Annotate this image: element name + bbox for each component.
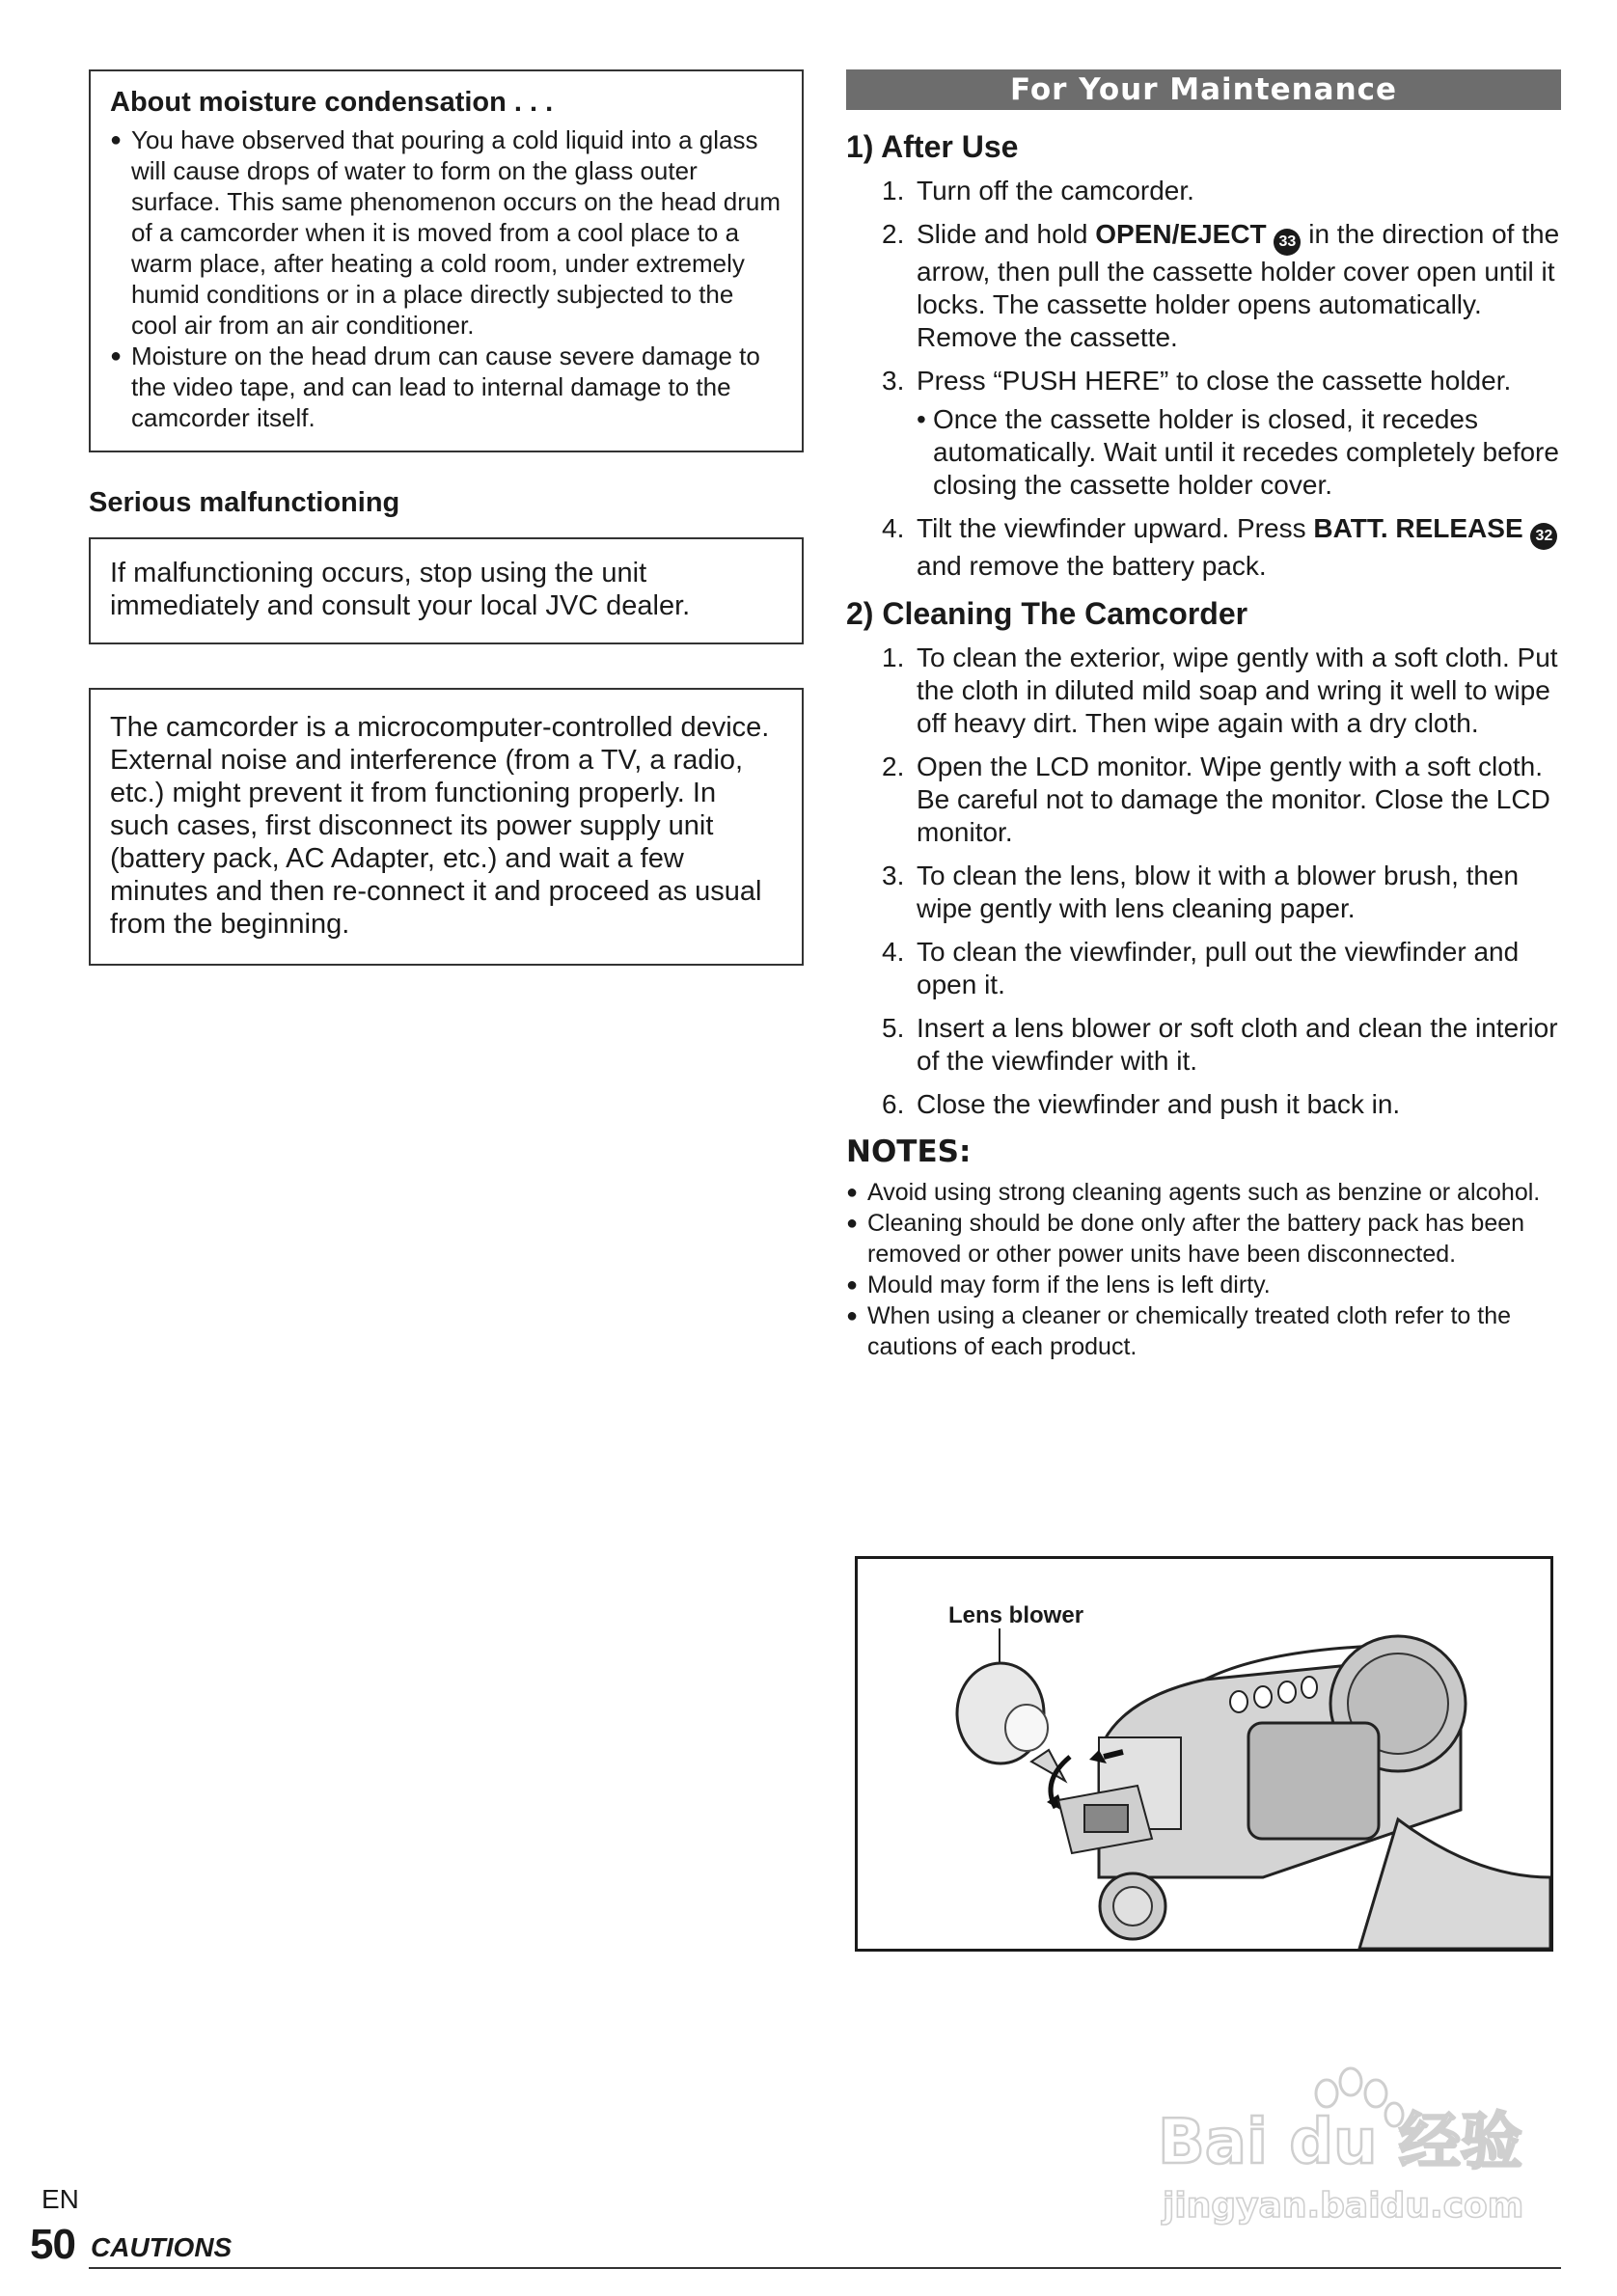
moisture-bullets [110, 124, 782, 433]
list-item [882, 751, 1565, 849]
list-item [882, 175, 1565, 207]
malfunction-text: If malfunctioning occurs, stop using the unit immediately and consult your local JVC dealer. [110, 558, 691, 621]
malfunction-heading: Serious malfunctioning [89, 487, 400, 518]
list-item: ● Avoid using strong cleaning agents such as benzine or alcohol. [846, 1177, 1565, 1208]
step-text: Close the viewfinder and push it back in. [917, 1089, 1401, 1119]
step-number: 1. [882, 642, 905, 672]
list-item [882, 512, 1565, 583]
step-text-part: and remove the battery pack. [917, 551, 1267, 581]
step-text: Turn off the camcorder. [917, 176, 1194, 205]
step-text-part: Slide and hold [917, 219, 1096, 249]
notes-list [846, 1177, 1565, 1362]
step-number: 2. [882, 752, 905, 781]
list-item: ● Mould may form if the lens is left dirty. [846, 1270, 1565, 1300]
lens-blower-icon [957, 1663, 1065, 1781]
step-number: 3. [882, 861, 905, 890]
watermark-url: jingyan.baidu.com [1163, 2186, 1524, 2226]
step-text: To clean the viewfinder, pull out the viewfinder and open it. [917, 937, 1520, 999]
step-text: To clean the lens, blow it with a blower brush, then wipe gently with lens cleaning paper. [917, 861, 1520, 923]
callout-33-icon: 33 [1274, 229, 1301, 256]
list-item: ● You have observed that pouring a cold liquid into a glass will cause drops of water to form on the glass outer surface. This same phenomenon occurs on the head drum of a camcorder when it is moved from a cool place to a warm place, after heating a cold room, under extremely humid conditions or in a place directly subjected to the cool air from an air conditioner. [110, 124, 782, 341]
step-number: 3. [882, 366, 905, 396]
lens-blower-figure [855, 1556, 1553, 1952]
footer-divider [89, 2267, 1561, 2269]
microcomputer-text: The camcorder is a microcomputer-controlled device. External noise and interference (from a TV, a radio, etc.) might prevent it from functioning properly. In such cases, first disconnect its power supply unit (battery pack, AC Adapter, etc.) and wait a few minutes and then re-connect it and proceed as usual from the beginning. [110, 712, 770, 940]
camcorder-icon [1058, 1636, 1550, 1949]
moisture-box [89, 69, 804, 452]
list-item [882, 1088, 1565, 1121]
step-text [917, 218, 1565, 354]
page-number: 50 [30, 2221, 75, 2268]
list-item [882, 365, 1565, 502]
list-item: ● Moisture on the head drum can cause severe damage to the video tape, and can lead to internal damage to the camcorder itself. [110, 341, 782, 433]
list-item [882, 1012, 1565, 1078]
moisture-title: About moisture condensation . . . [110, 87, 554, 118]
step-number: 5. [882, 1013, 905, 1043]
microcomputer-box [89, 688, 804, 966]
step-number: 1. [882, 176, 905, 205]
list-item: ● Cleaning should be done only after the battery pack has been removed or other power units have been disconnected. [846, 1208, 1565, 1270]
step-text: To clean the exterior, wipe gently with a soft cloth. Put the cloth in diluted mild soap and wring it well to wipe off heavy dirt. Then wipe again with a dry cloth. [917, 642, 1558, 738]
malfunction-box [89, 537, 804, 644]
step-number: 4. [882, 513, 905, 543]
after-use-steps [882, 175, 1565, 583]
notes-title: NOTES: [846, 1134, 972, 1169]
cleaning-steps [882, 642, 1565, 1121]
step-text-part: Tilt the viewfinder upward. Press [917, 513, 1314, 543]
step-sub-note: • Once the cassette holder is closed, it recedes automatically. Wait until it recedes completely before closing the cassette holder cover. [917, 403, 1565, 502]
step-number: 2. [882, 219, 905, 249]
list-item [882, 936, 1565, 1001]
step-text [917, 365, 1565, 502]
open-eject-label: OPEN/EJECT [1095, 219, 1267, 249]
list-item [882, 218, 1565, 354]
after-use-title: 1) After Use [846, 129, 1019, 164]
maintenance-header: For Your Maintenance [846, 69, 1561, 110]
baidu-watermark [1158, 2055, 1544, 2238]
maintenance-content [846, 123, 1565, 1362]
list-item [882, 642, 1565, 740]
cleaning-title: 2) Cleaning The Camcorder [846, 596, 1248, 631]
step-text [917, 512, 1565, 583]
watermark-brand: Bai du 经验 [1158, 2107, 1522, 2178]
step-text: Open the LCD monitor. Wipe gently with a soft cloth. Be careful not to damage the monitor. Close the LCD monitor. [917, 752, 1550, 847]
step-text-part: Press “PUSH HERE” to close the cassette holder. [917, 366, 1512, 396]
camcorder-illustration [858, 1559, 1550, 1949]
step-text-part: in the direction of the arrow, then pull the cassette holder cover open until it locks. The cassette holder opens automatically. Remove the cassette. [917, 219, 1560, 352]
list-item: ● When using a cleaner or chemically treated cloth refer to the cautions of each product. [846, 1300, 1565, 1362]
step-number: 4. [882, 937, 905, 967]
figure-label: Lens blower [948, 1602, 1084, 1628]
list-item [882, 860, 1565, 925]
step-number: 6. [882, 1089, 905, 1119]
callout-32-icon: 32 [1530, 523, 1557, 550]
batt-release-label: BATT. RELEASE [1313, 513, 1523, 543]
footer-section: CAUTIONS [91, 2232, 233, 2262]
footer-language: EN [41, 2184, 79, 2214]
step-text: Insert a lens blower or soft cloth and clean the interior of the viewfinder with it. [917, 1013, 1558, 1076]
